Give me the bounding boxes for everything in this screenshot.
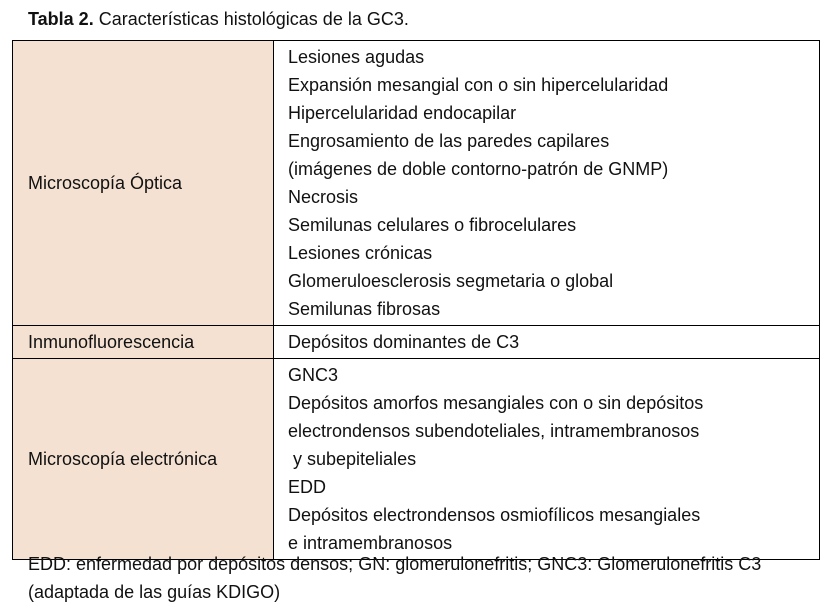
table-row <box>13 359 820 560</box>
table-caption <box>28 6 409 32</box>
footnote-abbreviations: EDD: enfermedad por depósitos densos; GN: glomerulonefritis; GNC3: Glomerulonefritis C3 <box>28 554 762 574</box>
table-footnote <box>28 550 828 606</box>
list-item: y subepiteliales <box>288 449 417 469</box>
footnote-source: (adaptada de las guías KDIGO) <box>28 582 281 602</box>
list-item: Expansión mesangial con o sin hipercelularidad <box>288 75 669 95</box>
list-item: Semilunas fibrosas <box>288 299 441 319</box>
table-row <box>13 326 820 359</box>
list-item: Lesiones agudas <box>288 47 425 67</box>
histology-table <box>12 40 820 560</box>
list-item: Hipercelularidad endocapilar <box>288 103 517 123</box>
caption-label: Tabla 2. <box>28 9 94 29</box>
list-item: electrondensos subendoteliales, intramembranosos <box>288 421 700 441</box>
caption-text: Características histológicas de la GC3. <box>98 9 409 29</box>
list-item: Depósitos dominantes de C3 <box>288 332 520 352</box>
list-item: (imágenes de doble contorno-patrón de GNMP) <box>288 159 669 179</box>
list-item: Engrosamiento de las paredes capilares <box>288 131 610 151</box>
list-item: e intramembranosos <box>288 533 453 553</box>
list-item: GNC3 <box>288 365 339 385</box>
list-item: Necrosis <box>288 187 359 207</box>
table-row <box>13 41 820 326</box>
row-label-inmunofluorescencia: Inmunofluorescencia <box>13 326 274 359</box>
row-items-inmunofluorescencia <box>274 326 820 359</box>
list-item: Glomeruloesclerosis segmetaria o global <box>288 271 614 291</box>
list-item: Semilunas celulares o fibrocelulares <box>288 215 577 235</box>
list-item: Lesiones crónicas <box>288 243 433 263</box>
list-item: Depósitos amorfos mesangiales con o sin depósitos <box>288 393 704 413</box>
row-items-microscopia-electronica <box>274 359 820 560</box>
list-item: EDD <box>288 477 327 497</box>
row-items-microscopia-optica <box>274 41 820 326</box>
list-item: Depósitos electrondensos osmiofílicos mesangiales <box>288 505 701 525</box>
row-label-microscopia-electronica: Microscopía electrónica <box>13 359 274 560</box>
row-label-microscopia-optica: Microscopía Óptica <box>13 41 274 326</box>
